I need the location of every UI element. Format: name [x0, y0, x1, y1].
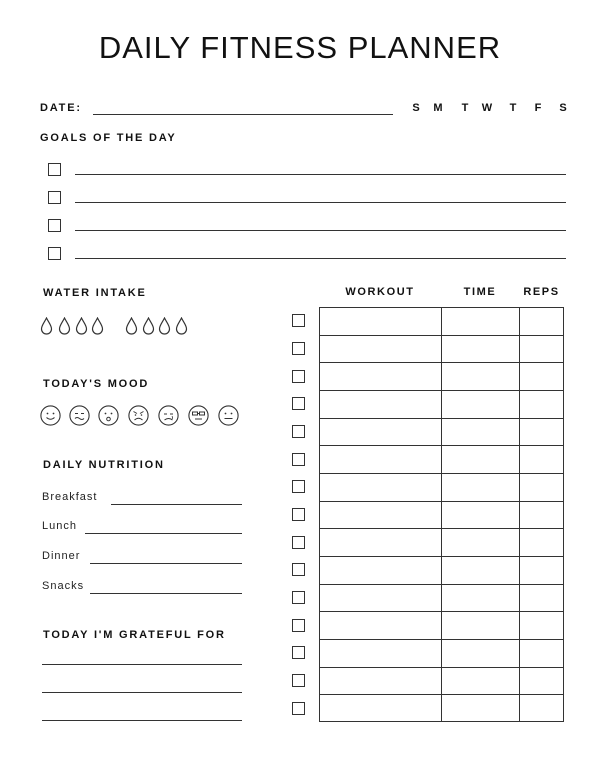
nutrition-entry-line[interactable]	[90, 593, 242, 594]
time-header: TIME	[463, 286, 497, 298]
happy-face-icon[interactable]	[40, 405, 61, 426]
nutrition-entry-line[interactable]	[111, 504, 242, 505]
workout-row-checkbox[interactable]	[292, 619, 305, 632]
workout-row-checkbox[interactable]	[292, 397, 305, 410]
table-row-divider	[320, 335, 563, 336]
water-drop-icon[interactable]	[142, 317, 155, 335]
water-drop-icon[interactable]	[158, 317, 171, 335]
mood-label: TODAY'S MOOD	[43, 378, 150, 390]
workout-row-checkbox[interactable]	[292, 425, 305, 438]
grateful-line[interactable]	[42, 664, 242, 665]
workout-row-checkbox[interactable]	[292, 702, 305, 715]
workout-row-checkbox[interactable]	[292, 453, 305, 466]
nutrition-item-label: Snacks	[42, 580, 85, 592]
nutrition-entry-line[interactable]	[85, 533, 242, 534]
day-3[interactable]: W	[481, 102, 493, 114]
wavy-mouth-face-icon[interactable]	[69, 405, 90, 426]
reps-header: REPS	[523, 286, 560, 298]
neutral-face-icon[interactable]	[218, 405, 239, 426]
angry-face-icon[interactable]	[128, 405, 149, 426]
goal-line[interactable]	[75, 230, 566, 231]
workout-row-checkbox[interactable]	[292, 563, 305, 576]
nutrition-item-label: Lunch	[42, 520, 77, 532]
day-1[interactable]: M	[433, 102, 443, 114]
goal-checkbox[interactable]	[48, 219, 61, 232]
table-row-divider	[320, 584, 563, 585]
day-6[interactable]: S	[559, 102, 567, 114]
table-row-divider	[320, 473, 563, 474]
nutrition-label: DAILY NUTRITION	[43, 459, 165, 471]
nutrition-item-label: Breakfast	[42, 491, 98, 503]
table-row-divider	[320, 445, 563, 446]
grateful-line[interactable]	[42, 692, 242, 693]
date-field[interactable]	[93, 114, 393, 115]
table-row-divider	[320, 362, 563, 363]
day-2[interactable]: T	[461, 102, 469, 114]
goals-label: GOALS OF THE DAY	[40, 132, 177, 144]
goal-checkbox[interactable]	[48, 191, 61, 204]
glasses-face-icon[interactable]	[188, 405, 209, 426]
goal-line[interactable]	[75, 202, 566, 203]
water-drop-icon[interactable]	[40, 317, 53, 335]
nutrition-item-label: Dinner	[42, 550, 81, 562]
grateful-label: TODAY I'M GRATEFUL FOR	[43, 629, 226, 641]
table-row-divider	[320, 390, 563, 391]
day-4[interactable]: T	[509, 102, 517, 114]
page-title: DAILY FITNESS PLANNER	[98, 30, 502, 65]
goal-checkbox[interactable]	[48, 247, 61, 260]
table-divider	[519, 308, 520, 721]
surprised-face-icon[interactable]	[98, 405, 119, 426]
water-drop-icon[interactable]	[175, 317, 188, 335]
date-label: DATE:	[40, 102, 82, 114]
table-row-divider	[320, 501, 563, 502]
table-row-divider	[320, 639, 563, 640]
nutrition-entry-line[interactable]	[90, 563, 242, 564]
goal-line[interactable]	[75, 174, 566, 175]
workout-row-checkbox[interactable]	[292, 646, 305, 659]
goal-line[interactable]	[75, 258, 566, 259]
workout-row-checkbox[interactable]	[292, 674, 305, 687]
goal-checkbox[interactable]	[48, 163, 61, 176]
table-divider	[441, 308, 442, 721]
water-drop-icon[interactable]	[125, 317, 138, 335]
workout-row-checkbox[interactable]	[292, 536, 305, 549]
grateful-line[interactable]	[42, 720, 242, 721]
water-intake-label: WATER INTAKE	[43, 287, 147, 299]
workout-table	[319, 307, 564, 722]
table-row-divider	[320, 611, 563, 612]
workout-row-checkbox[interactable]	[292, 508, 305, 521]
water-drop-icon[interactable]	[91, 317, 104, 335]
table-row-divider	[320, 528, 563, 529]
table-row-divider	[320, 694, 563, 695]
water-drop-icon[interactable]	[58, 317, 71, 335]
day-0[interactable]: S	[412, 102, 420, 114]
workout-row-checkbox[interactable]	[292, 314, 305, 327]
day-5[interactable]: F	[534, 102, 542, 114]
workout-row-checkbox[interactable]	[292, 480, 305, 493]
workout-header: WORKOUT	[345, 286, 415, 298]
crying-face-icon[interactable]	[158, 405, 179, 426]
workout-row-checkbox[interactable]	[292, 370, 305, 383]
table-row-divider	[320, 556, 563, 557]
table-row-divider	[320, 418, 563, 419]
table-row-divider	[320, 667, 563, 668]
workout-row-checkbox[interactable]	[292, 342, 305, 355]
water-drop-icon[interactable]	[75, 317, 88, 335]
workout-row-checkbox[interactable]	[292, 591, 305, 604]
